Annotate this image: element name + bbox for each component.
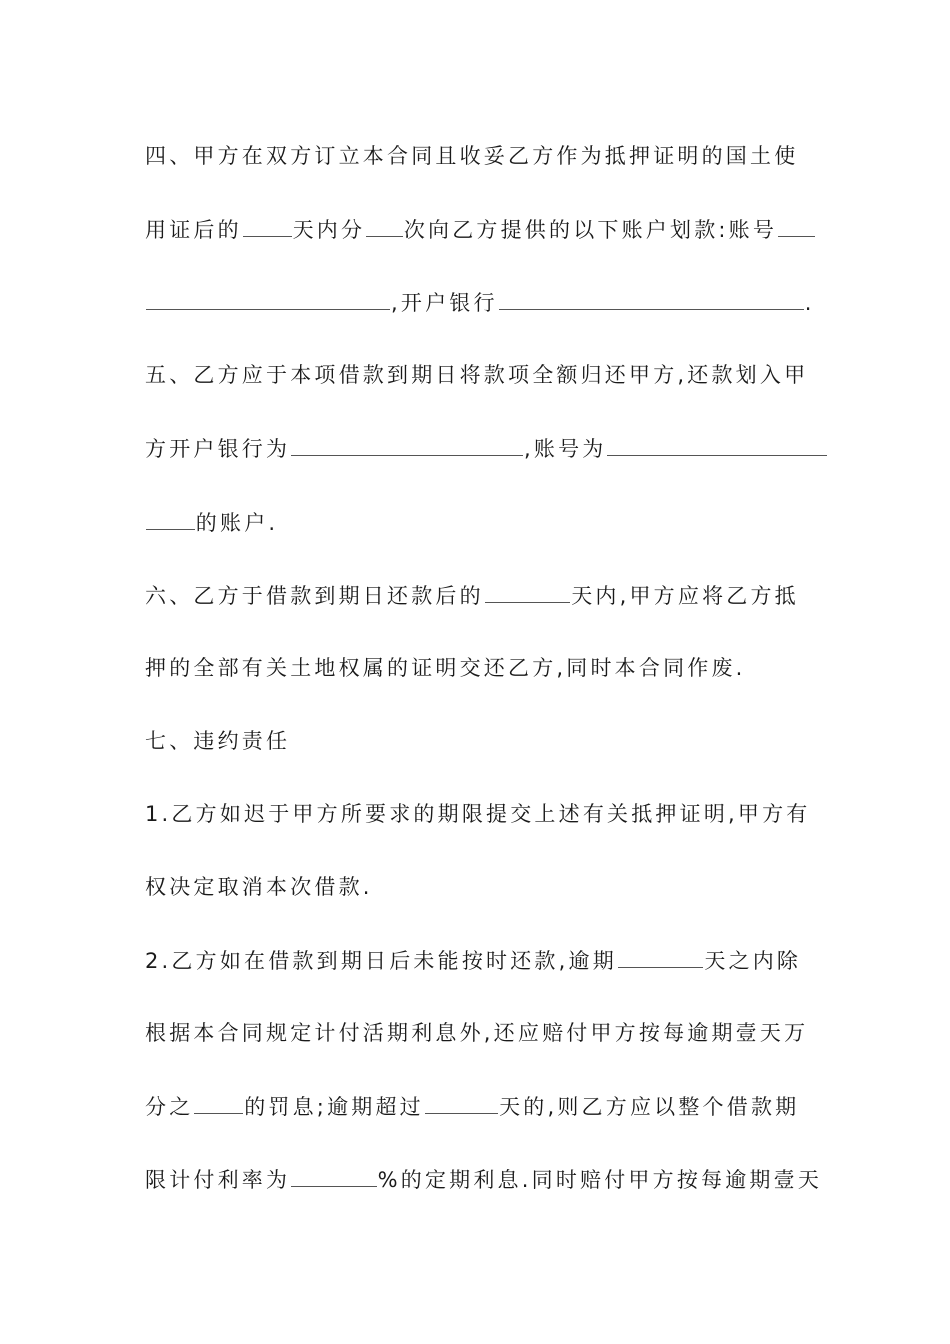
text-line-15: [145, 1164, 822, 1194]
fill-in-blank[interactable]: [499, 287, 804, 310]
text-run: 的账户.: [195, 511, 279, 535]
text-run: 次向乙方提供的以下账户划款:账号: [403, 218, 778, 242]
text-run: 1.乙方如迟于甲方所要求的期限提交上述有关抵押证明,甲方有: [145, 802, 811, 826]
text-run: 五、乙方应于本项借款到期日将款项全额归还甲方,还款划入甲: [145, 363, 809, 387]
text-run: 四、甲方在双方订立本合同且收妥乙方作为抵押证明的国土使: [145, 144, 799, 168]
text-run: 方开户银行为: [145, 437, 291, 461]
fill-in-blank[interactable]: [243, 214, 292, 237]
fill-in-blank[interactable]: [146, 287, 390, 310]
text-run: 天的,则乙方应以整个借款期: [499, 1095, 800, 1119]
fill-in-blank[interactable]: [618, 945, 703, 968]
fill-in-blank[interactable]: [291, 1164, 376, 1187]
text-run: %的定期利息.同时赔付甲方按每逾期壹天: [377, 1168, 823, 1192]
text-line-14: [145, 1091, 799, 1121]
fill-in-blank[interactable]: [485, 580, 570, 603]
text-run: 六、乙方于借款到期日还款后的: [145, 584, 484, 608]
section-heading-breach-liability: [145, 726, 290, 756]
fill-in-blank[interactable]: [194, 1091, 243, 1114]
fill-in-blank[interactable]: [146, 507, 195, 530]
text-line-5: [145, 433, 828, 463]
text-line-10: [145, 799, 811, 829]
text-run: 根据本合同规定计付活期利息外,还应赔付甲方按每逾期壹天万: [145, 1021, 809, 1045]
text-line-7: [145, 580, 799, 610]
text-run: ,开户银行: [391, 291, 498, 315]
text-run: 押的全部有关土地权属的证明交还乙方,同时本合同作废.: [145, 656, 746, 680]
fill-in-blank[interactable]: [291, 433, 523, 456]
fill-in-blank[interactable]: [607, 433, 827, 456]
fill-in-blank[interactable]: [366, 214, 403, 237]
text-run: 的罚息;逾期超过: [244, 1095, 424, 1119]
text-run: 天之内除: [704, 949, 802, 973]
text-run: .: [804, 291, 815, 315]
text-run: 用证后的: [145, 218, 242, 242]
text-line-6: [145, 507, 278, 537]
text-run: 天内,甲方应将乙方抵: [571, 584, 799, 608]
text-line-4: [145, 360, 808, 390]
text-line-12: [145, 945, 801, 975]
text-line-11: [145, 872, 373, 902]
text-line-1: [145, 141, 798, 171]
text-run: ,账号为: [524, 437, 607, 461]
fill-in-blank[interactable]: [778, 214, 815, 237]
text-line-13: [145, 1018, 808, 1048]
text-run: 2.乙方如在借款到期日后未能按时还款,逾期: [145, 949, 617, 973]
text-line-2: [145, 214, 816, 244]
fill-in-blank[interactable]: [425, 1091, 498, 1114]
text-run: 限计付利率为: [145, 1168, 291, 1192]
text-run: 分之: [145, 1095, 194, 1119]
text-line-3: [145, 287, 815, 317]
text-run: 权决定取消本次借款.: [145, 875, 373, 899]
text-run: 天内分: [292, 218, 366, 242]
text-run: 七、违约责任: [145, 729, 291, 753]
text-line-8: [145, 653, 746, 683]
